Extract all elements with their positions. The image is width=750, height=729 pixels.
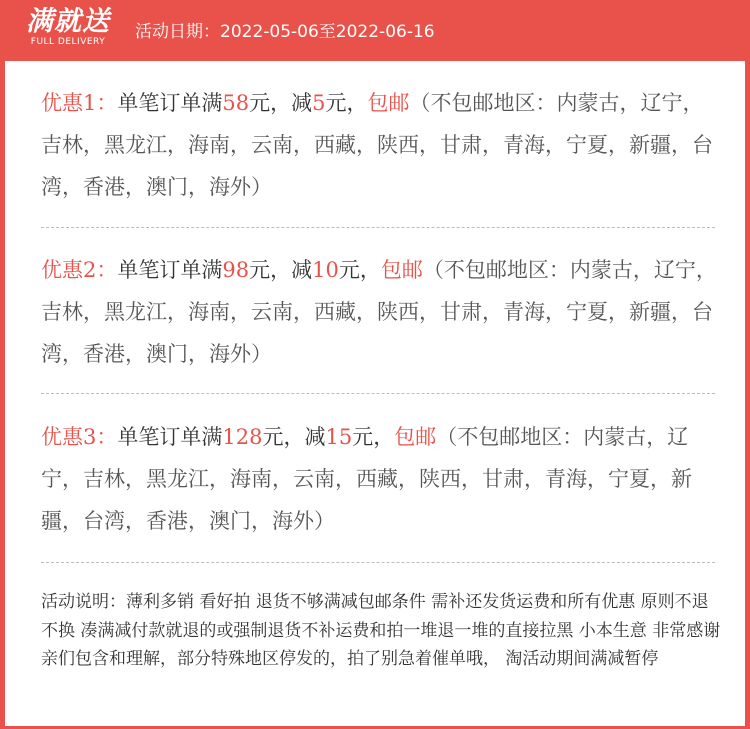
divider — [41, 227, 715, 228]
divider — [41, 562, 715, 563]
offer-title: 优惠2： — [41, 258, 118, 282]
offer-middle: 元，减 — [249, 258, 313, 282]
offer-prefix: 单笔订单满 — [117, 258, 223, 282]
date-range: 2022-05-06至2022-06-16 — [220, 22, 435, 42]
offer-1 — [41, 82, 721, 208]
offer-prefix: 单笔订单满 — [117, 91, 223, 115]
logo-text: 满就送 — [26, 6, 110, 37]
offer-threshold: 128 — [222, 425, 263, 449]
offer-exclusion: （不包邮地区：内蒙古，辽宁，吉林，黑龙江，海南，云南，西藏，陕西，甘肃，青海，宁夏，新疆，台湾，香港，澳门，海外） — [41, 91, 713, 199]
offer-middle: 元，减 — [249, 91, 313, 115]
full-delivery-logo — [18, 6, 118, 48]
offer-discount: 5 — [312, 91, 326, 115]
offer-threshold: 58 — [222, 91, 250, 115]
offer-discount: 15 — [325, 425, 353, 449]
date-label: 活动日期： — [135, 22, 220, 42]
offer-threshold: 98 — [222, 258, 250, 282]
offer-2 — [41, 249, 721, 375]
offer-title: 优惠1： — [41, 91, 118, 115]
offer-title: 优惠3： — [41, 425, 118, 449]
offer-unit: 元， — [325, 91, 368, 115]
logo-subtitle: FULL DELIVERY — [30, 37, 106, 47]
offer-shipping: 包邮 — [380, 258, 423, 282]
activity-date — [135, 17, 435, 42]
offer-shipping: 包邮 — [394, 425, 437, 449]
offer-unit: 元， — [352, 425, 395, 449]
offer-shipping: 包邮 — [367, 91, 410, 115]
offer-exclusion: （不包邮地区：内蒙古，辽宁，吉林，黑龙江，海南，云南，西藏，陕西，甘肃，青海，宁夏，新疆，台湾，香港，澳门，海外） — [41, 258, 717, 366]
offer-exclusion: （不包邮地区：内蒙古，辽宁，吉林，黑龙江，海南，云南，西藏，陕西，甘肃，青海，宁夏，新疆，台湾，香港，澳门，海外） — [41, 425, 692, 533]
offer-unit: 元， — [338, 258, 381, 282]
divider — [41, 393, 715, 394]
promo-header — [0, 0, 750, 60]
offer-prefix: 单笔订单满 — [117, 425, 223, 449]
activity-notes: 活动说明：薄利多销 看好拍 退货不够满减包邮条件 需补还发货运费和所有优惠 原则不退不换 凑满减付款就退的或强制退货不补运费和拍一堆退一堆的直接拉黑 小本生意 非常感谢亲们包含和理解，部分特殊地区停发的，拍了别急着催单哦， 淘活动期间满减暂停 — [41, 592, 721, 669]
offer-middle: 元，减 — [262, 425, 326, 449]
promo-card — [5, 61, 745, 726]
offer-3 — [41, 416, 721, 542]
offer-discount: 10 — [312, 258, 339, 282]
